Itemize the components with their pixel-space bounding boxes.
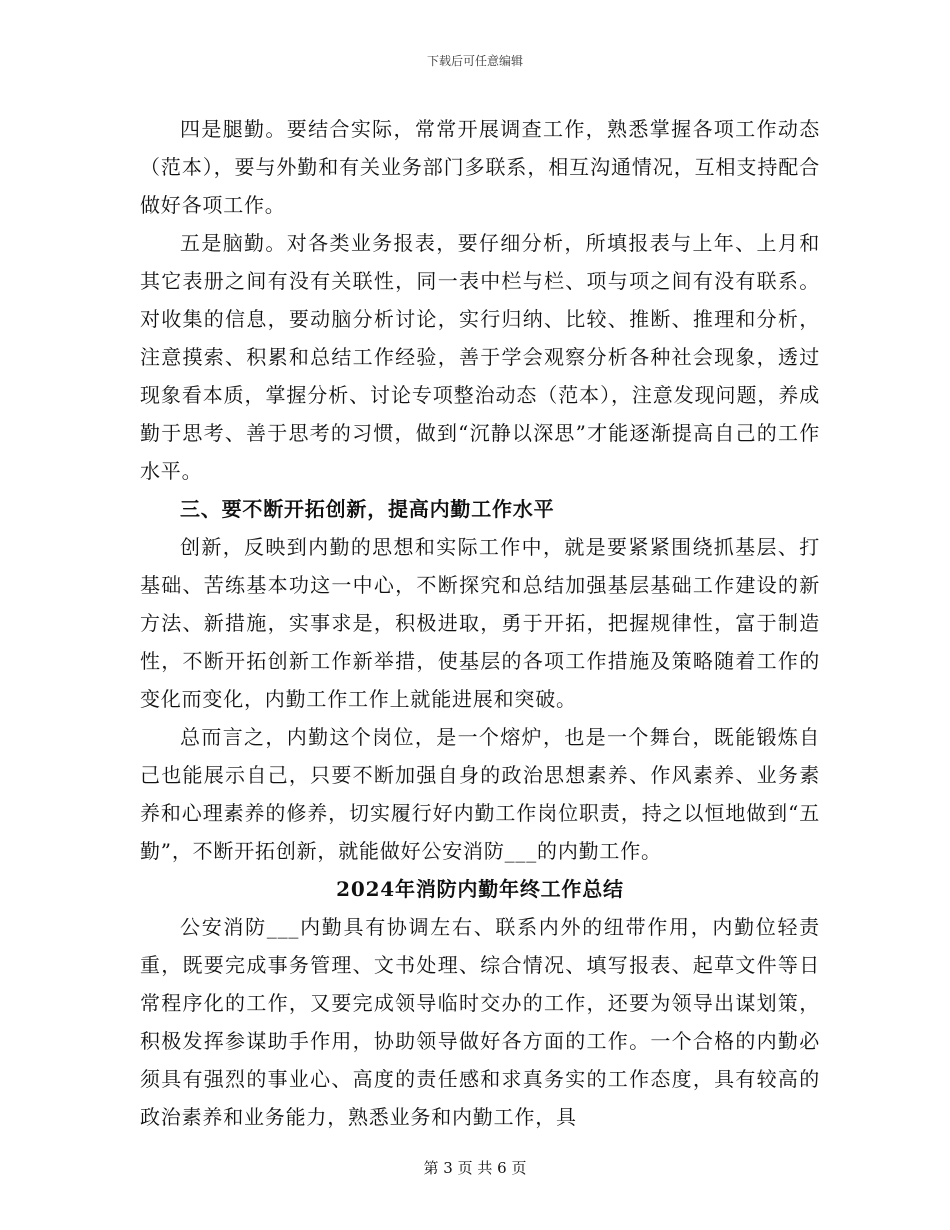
paragraph-brain-diligence: 五是脑勤。对各类业务报表，要仔细分析，所填报表与上年、上月和其它表册之间有没有关联性，同一表中栏与栏、项与项之间有没有联系。对收集的信息，要动脑分析讨论，实行归纳、比较、推断、推理和分析，注意摸索、积累和总结工作经验，善于学会观察分析各种社会现象，透过现象看本质，掌握分析、讨论专项整治动态（范本），注意发现问题，养成勤于思考、善于思考的习惯，做到“沉静以深思”才能逐渐提高自己的工作水平。 [140, 231, 820, 483]
paragraph-intro: 公安消防___内勤具有协调左右、联系内外的纽带作用，内勤位轻责重，既要完成事务管理、文书处理、综合情况、填写报表、起草文件等日常程序化的工作，又要完成领导临时交办的工作，还要为领导出谋划策，积极发挥参谋助手作用，协助领导做好各方面的工作。一个合格的内勤必须具有强烈的事业心、高度的责任感和求真务实的工作态度，具有较高的政治素养和业务能力，熟悉业务和内勤工作，具 [140, 915, 820, 1129]
paragraph-innovation: 创新，反映到内勤的思想和实际工作中，就是要紧紧围绕抓基层、打基础、苦练基本功这一中心，不断探究和总结加强基层基础工作建设的新方法、新措施，实事求是，积极进取，勇于开拓，把握规律性，富于制造性，不断开拓创新工作新举措，使基层的各项工作措施及策略随着工作的变化而变化，内勤工作工作上就能进展和突破。 [140, 535, 820, 711]
paragraph-conclusion: 总而言之，内勤这个岗位，是一个熔炉，也是一个舞台，既能锻炼自己也能展示自己，只要不断加强自身的政治思想素养、作风素养、业务素养和心理素养的修养，切实履行好内勤工作岗位职责，持之以恒地做到“五勤”，不断开拓创新，就能做好公安消防___的内勤工作。 [140, 725, 820, 863]
section-heading: 三、要不断开拓创新，提高内勤工作水平 [180, 497, 555, 521]
document-title: 2024年消防内勤年终工作总结 [336, 877, 624, 901]
page-header: 下载后可任意编辑 [426, 54, 523, 68]
paragraph-legs-diligence: 四是腿勤。要结合实际，常常开展调查工作，熟悉掌握各项工作动态（范本），要与外勤和有关业务部门多联系，相互沟通情况，互相支持配合做好各项工作。 [140, 117, 820, 217]
document-body [140, 110, 820, 1136]
page-footer: 第 3 页 共 6 页 [423, 1159, 527, 1177]
